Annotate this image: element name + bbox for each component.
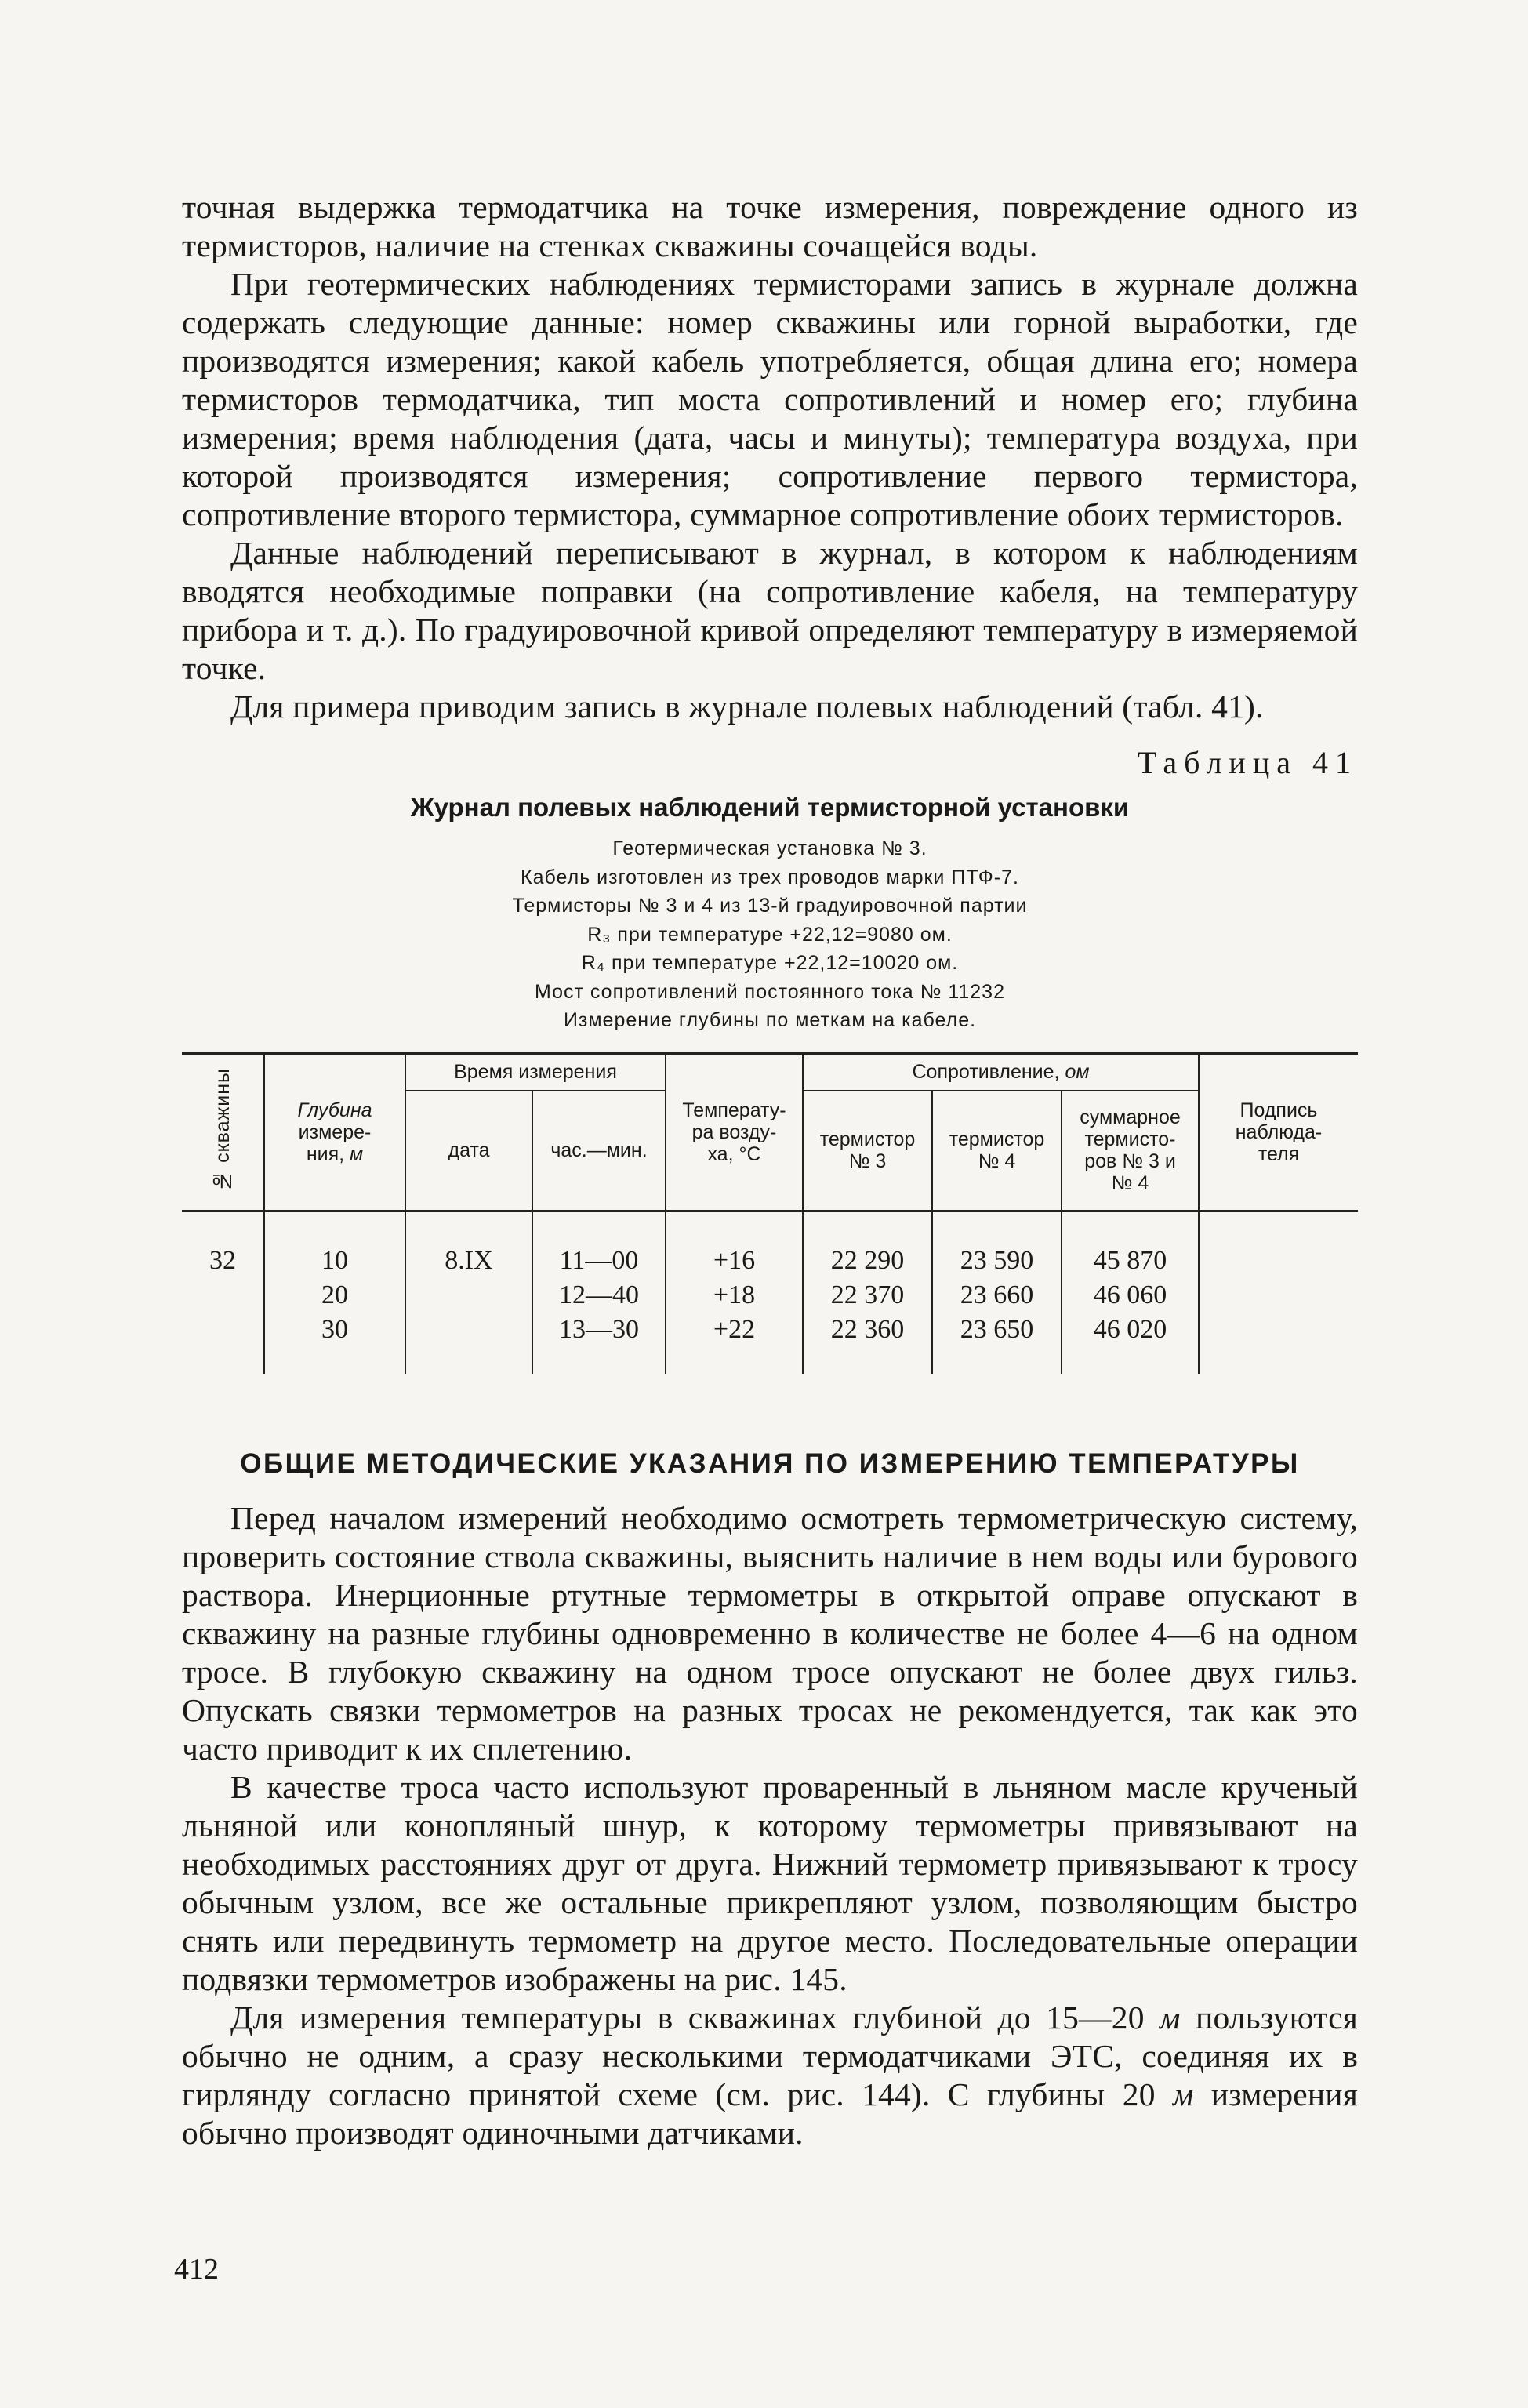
paragraph: Данные наблюдений переписывают в журнал, в котором к наблюдениям вводятся необходимые поправки (на сопротивление кабеля, на температуру прибора и т. д.). По градуировочной кривой определяют температуру в измеряемой точке. <box>182 535 1358 686</box>
meta-line: R₄ при температуре +22,12=10020 ом. <box>581 952 959 974</box>
header-signature: Подпись наблюда- теля <box>1199 1053 1358 1211</box>
header-well: № скважины <box>182 1053 264 1211</box>
header-resistance-group: Сопротивление, ом <box>803 1053 1199 1091</box>
page-content <box>182 188 1358 2152</box>
header-sum: суммарное термисто- ров № 3 и № 4 <box>1062 1091 1199 1211</box>
journal-table <box>182 1052 1358 1374</box>
header-time-group: Время измерения <box>405 1053 666 1091</box>
cell-sum: 45 870 46 060 46 020 <box>1062 1211 1199 1374</box>
cell-well: 32 <box>182 1211 264 1374</box>
section-heading: ОБЩИЕ МЕТОДИЧЕСКИЕ УКАЗАНИЯ ПО ИЗМЕРЕНИЮ ТЕМПЕРАТУРЫ <box>240 1447 1300 1479</box>
page-number: 412 <box>174 2253 219 2286</box>
header-depth: Глубина измере- ния, м <box>264 1053 405 1211</box>
cell-r3: 22 290 22 370 22 360 <box>803 1211 932 1374</box>
table-title: Журнал полевых наблюдений термисторной установки <box>410 793 1130 822</box>
paragraph: Перед началом измерений необходимо осмотреть термометрическую систему, проверить состояние ствола скважины, выяснить наличие в нем воды или бурового раствора. Инерционные ртутные термометры в открытой оправе опускают в скважину на разные глубины одновременно в количестве не более 4—6 на одном тросе. В глубокую скважину на одном тросе опускают не более двух гильз. Опускать связки термометров на разных тросах не рекомендуется, так как это часто приводит к их сплетению. <box>182 1499 1358 1767</box>
meta-line: Мост сопротивлений постоянного тока № 11232 <box>534 980 1005 1003</box>
header-air-temp: Температу- ра возду- ха, °С <box>666 1053 803 1211</box>
header-date: дата <box>405 1091 532 1211</box>
table-row <box>182 1211 1358 1374</box>
header-thermistor-3: термистор № 3 <box>803 1091 932 1211</box>
meta-line: Термисторы № 3 и 4 из 13-й градуировочной партии <box>512 895 1028 917</box>
meta-line: R₃ при температуре +22,12=9080 ом. <box>587 923 953 946</box>
cell-signature <box>1199 1211 1358 1374</box>
meta-line: Геотермическая установка № 3. <box>612 837 927 859</box>
cell-air: +16 +18 +22 <box>666 1211 803 1374</box>
meta-line: Кабель изготовлен из трех проводов марки ПТФ-7. <box>521 866 1019 888</box>
meta-line: Измерение глубины по меткам на кабеле. <box>563 1009 977 1031</box>
paragraph: Для примера приводим запись в журнале полевых наблюдений (табл. 41). <box>230 688 1264 725</box>
cell-r4: 23 590 23 660 23 650 <box>932 1211 1062 1374</box>
header-thermistor-4: термистор № 4 <box>932 1091 1062 1211</box>
paragraph: Для измерения температуры в скважинах глубиной до 15—20 м пользуются обычно не одним, а сразу несколькими термодатчиками ЭТС, соединяя их в гирлянду согласно принятой схеме (см. рис. 144). С глубины 20 м измерения обычно производят одиночными датчиками. <box>182 1999 1359 2151</box>
table-label: Таблица 41 <box>1137 745 1358 780</box>
table-metadata <box>182 834 1358 1035</box>
paragraph: При геотермических наблюдениях термисторами запись в журнале должна содержать следующие данные: номер скважины или горной выработки, где производятся измерения; какой кабель употребляется, общая длина его; номера термисторов термодатчика, тип моста сопротивлений и номер его; глубина измерения; время наблюдения (дата, часы и минуты); температура воздуха, при которой производятся измерения; сопротивление первого термистора, сопротивление второго термистора, суммарное сопротивление обоих термисторов. <box>182 266 1358 532</box>
cell-depth: 10 20 30 <box>264 1211 405 1374</box>
paragraph: В качестве троса часто используют проваренный в льняном масле крученый льняной или конопляный шнур, к которому термометры привязывают на необходимых расстояниях друг от друга. Нижний термометр привязывают к тросу обычным узлом, все же остальные прикрепляют узлом, позволяющим быстро снять или передвинуть термометр на другое место. Последовательные операции подвязки термометров изображены на рис. 145. <box>182 1768 1358 1997</box>
paragraph: точная выдержка термодатчика на точке измерения, повреждение одного из термисторов, наличие на стенках скважины сочащейся воды. <box>182 189 1358 263</box>
header-hours: час.—мин. <box>532 1091 666 1211</box>
cell-time: 11—00 12—40 13—30 <box>532 1211 666 1374</box>
cell-date: 8.IX <box>405 1211 532 1374</box>
